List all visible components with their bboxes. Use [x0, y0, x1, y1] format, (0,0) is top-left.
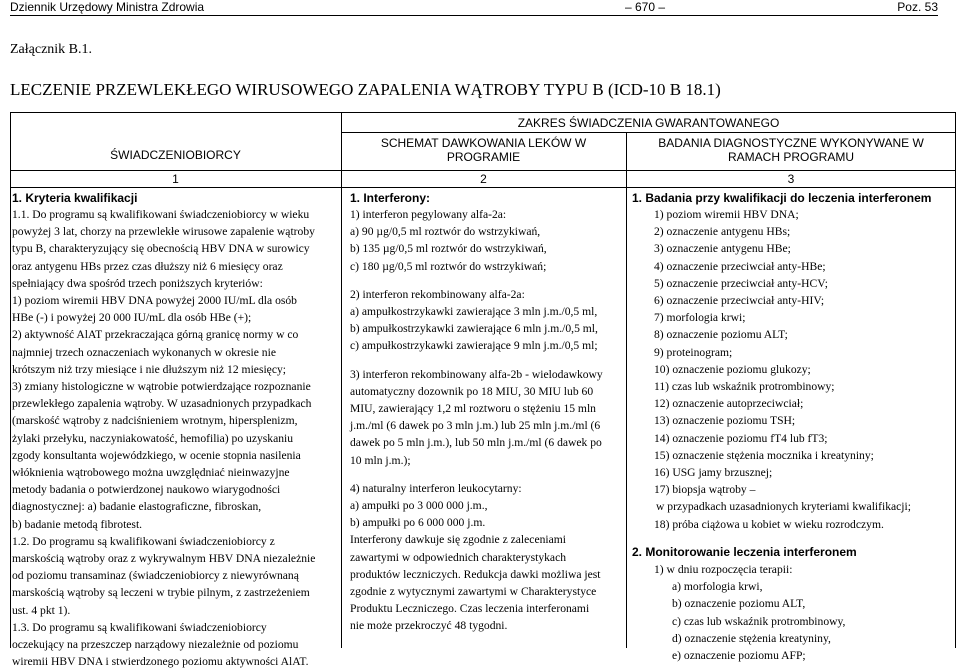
text-line: włóknienia wątrobowego można uwzględniać nieinwazyjne	[12, 466, 290, 480]
text-line: a) ampułkostrzykawki zawierające 3 mln j.m./0,5 ml,	[350, 305, 598, 319]
text-line: Interferony dawkuje się zgodnie z zaleceniami	[350, 533, 566, 547]
text-line: 16) USG jamy brzusznej;	[654, 466, 773, 480]
text-line: dawek po 5 mln j.m.), lub 50 mln j.m./ml (6 dawek po	[350, 436, 602, 450]
qualification-criteria-heading: 1. Kryteria kwalifikacji	[12, 191, 138, 205]
diagnostics-header: BADANIA DIAGNOSTYCZNE WYKONYWANE W RAMACH PROGRAMU	[658, 136, 924, 164]
text-line: 13) oznaczenie poziomu TSH;	[654, 414, 796, 428]
text-line: MIU, zawierający 1,2 ml roztworu o stężeniu 15 mln	[350, 402, 596, 416]
text-line: zawartymi w odpowiednich charakterystykach	[350, 550, 567, 564]
text-line: j.m./ml (6 dawek po 3 mln j.m.) lub 25 mln j.m./ml (6	[350, 419, 601, 433]
table-border-right	[955, 112, 956, 648]
text-line: metody badania o potwierdzonej naukowo wiarygodności	[12, 483, 281, 497]
annex-label: Załącznik B.1.	[10, 42, 93, 57]
text-line: 1.3. Do programu są kwalifikowani świadczeniobiorcy	[12, 620, 267, 634]
text-line: ust. 4 pkt 1).	[12, 603, 71, 617]
text-line: marskością wątroby oraz z wykrywalnym HBV DNA niezależnie	[12, 552, 316, 566]
text-line: 4) oznaczenie przeciwciał anty-HBe;	[654, 259, 826, 273]
text-line: oraz antygenu HBs przez czas dłuższy niż 6 miesięcy oraz	[12, 259, 283, 273]
text-line: Produktu Leczniczego. Czas leczenia interferonami	[350, 602, 590, 616]
text-line: b) badanie metodą fibrotest.	[12, 517, 143, 531]
text-line: typu B, charakteryzujący się obecnością HBV DNA w surowicy	[12, 242, 310, 256]
text-line: marskością wątroby są leczeni w trybie pilnym, z zastrzeżeniem	[12, 586, 310, 600]
text-line: b) ampułkostrzykawki zawierające 6 mln j.m./0,5 ml,	[350, 322, 598, 336]
text-line: 8) oznaczenie poziomu ALT;	[654, 328, 788, 342]
text-line: 3) zmiany histologiczne w wątrobie potwierdzające rozpoznanie	[12, 380, 311, 394]
interferons-heading: 1. Interferony:	[350, 191, 431, 205]
text-line: a) morfologia krwi,	[672, 580, 763, 594]
page-header	[10, 0, 938, 16]
text-line: 4) naturalny interferon leukocytarny:	[350, 481, 522, 495]
text-line: 2) interferon rekombinowany alfa-2a:	[350, 287, 525, 301]
text-line: a) 90 µg/0,5 ml roztwór do wstrzykiwań,	[350, 225, 541, 239]
text-line: od poziomu transaminaz (świadczeniobiorcy z niewyrównaną	[12, 569, 299, 583]
text-line: 1) poziom wiremii HBV DNA powyżej 2000 IU/mL dla osób	[12, 294, 297, 308]
position-number: Poz. 53	[897, 0, 938, 14]
text-line: b) ampułki po 6 000 000 j.m.	[350, 516, 486, 530]
table-border-left	[10, 112, 11, 648]
text-line: 10 mln j.m.);	[350, 453, 411, 467]
qualification-tests-heading: 1. Badania przy kwalifikacji do leczenia interferonem	[632, 191, 932, 205]
text-line: 6) oznaczenie przeciwciał anty-HIV;	[654, 294, 825, 308]
criteria-text	[12, 206, 315, 670]
text-line: c) czas lub wskaźnik protrombinowy,	[672, 614, 846, 628]
table-border-top	[10, 112, 956, 113]
column-number: 1	[172, 172, 179, 186]
scope-header: ZAKRES ŚWIADCZENIA GWARANTOWANEGO	[517, 116, 780, 130]
text-line: wiremii HBV DNA i stwierdzonego poziomu aktywności AlAT.	[12, 655, 309, 669]
dosing-header: SCHEMAT DAWKOWANIA LEKÓW W PROGRAMIE	[380, 136, 587, 164]
text-line: zgodnie z wytycznymi zawartymi w Charakterystyce	[350, 585, 597, 599]
text-line: 10) oznaczenie poziomu glukozy;	[654, 362, 811, 376]
table-rule	[341, 132, 956, 133]
text-line: 17) biopsja wątroby –	[654, 483, 756, 497]
monitoring-heading: 2. Monitorowanie leczenia interferonem	[632, 544, 857, 559]
beneficiaries-header: ŚWIADCZENIOBIORCY	[110, 148, 241, 162]
text-line: najmniej trzech oznaczeniach wykonanych w okresie nie	[12, 345, 276, 359]
dosing-text	[350, 206, 603, 635]
text-line: c) ampułkostrzykawki zawierające 9 mln j.m./0,5 ml;	[350, 339, 598, 353]
text-line: przewlekłego zapalenia wątroby. W uzasadnionych przypadkach	[12, 397, 312, 411]
text-line: 1) w dniu rozpoczęcia terapii:	[654, 563, 793, 577]
text-line: 18) próba ciążowa u kobiet w wieku rozrodczym.	[654, 517, 884, 531]
text-line: spełniający dwa spośród trzech poniższych kryteriów:	[12, 276, 263, 290]
text-line: żylaki przełyku, naczyniakowatość, hemofilia) po uzyskaniu	[12, 431, 294, 445]
column-number: 2	[480, 172, 487, 186]
text-line: e) oznaczenie poziomu AFP;	[672, 649, 806, 663]
text-line: 9) proteinogram;	[654, 345, 733, 359]
table-rule	[10, 187, 956, 188]
text-line: 1.1. Do programu są kwalifikowani świadczeniobiorcy w wieku	[12, 208, 310, 221]
text-line: nie może przekroczyć 48 tygodni.	[350, 619, 508, 633]
text-line: 1.2. Do programu są kwalifikowani świadczeniobiorcy z	[12, 534, 275, 548]
text-line: krótszym niż trzy miesiące i nie dłuższym niż 12 miesięcy;	[12, 362, 286, 376]
text-line: 3) interferon rekombinowany alfa-2b - wielodawkowy	[350, 367, 603, 381]
text-line: 1) interferon pegylowany alfa-2a:	[350, 208, 507, 221]
text-line: diagnostycznej: a) badanie elastograficzne, fibroskan,	[12, 500, 262, 514]
text-line: 11) czas lub wskaźnik protrombinowy;	[654, 380, 835, 394]
text-line: zgody konsultanta wojewódzkiego, w ocenie stopnia nasilenia	[12, 448, 301, 462]
text-line: 7) morfologia krwi;	[654, 311, 746, 325]
text-line: HBe (-) i powyżej 20 000 IU/mL dla osób HBe (+);	[12, 311, 252, 325]
text-line: (marskość wątroby z nadciśnieniem wrotnym, hipersplenizm,	[12, 414, 298, 428]
text-line: 15) oznaczenie stężenia mocznika i kreatyniny;	[654, 448, 874, 462]
text-line: 14) oznaczenie poziomu fT4 lub fT3;	[654, 431, 828, 445]
column-number: 3	[787, 172, 795, 186]
text-line: 2) oznaczenie antygenu HBs;	[654, 225, 791, 239]
text-line: oczekujący na przeszczep narządowy niezależnie od poziomu	[12, 638, 299, 652]
text-line: 3) oznaczenie antygenu HBe;	[654, 242, 791, 256]
journal-name: Dziennik Urzędowy Ministra Zdrowia	[10, 0, 205, 14]
text-line: 12) oznaczenie autoprzeciwciał;	[654, 397, 804, 411]
text-line: 1) poziom wiremii HBV DNA;	[654, 208, 799, 221]
column-divider	[626, 132, 627, 648]
page-number: – 670 –	[625, 0, 666, 14]
program-table	[10, 112, 956, 669]
text-line: automatyczny dozownik po 18 MIU, 30 MIU lub 60	[350, 384, 594, 398]
text-line: 2) aktywność AlAT przekraczająca górną granicę normy w co	[12, 328, 299, 342]
column-divider	[341, 112, 342, 648]
text-line: d) oznaczenie stężenia kreatyniny,	[672, 631, 831, 645]
text-line: w przypadkach uzasadnionych kryteriami kwalifikacji;	[656, 500, 911, 514]
text-line: powyżej 3 lat, chorzy na przewlekłe wirusowe zapalenie wątroby	[12, 225, 315, 239]
diagnostics-text	[632, 206, 911, 664]
text-line: a) ampułki po 3 000 000 j.m.,	[350, 499, 488, 513]
table-rule	[10, 170, 956, 171]
text-line: 5) oznaczenie przeciwciał anty-HCV;	[654, 276, 828, 290]
text-line: produktów leczniczych. Redukcja dawki możliwa jest	[350, 567, 601, 581]
text-line: c) 180 µg/0,5 ml roztwór do wstrzykiwań;	[350, 259, 547, 273]
text-line: b) 135 µg/0,5 ml roztwór do wstrzykiwań,	[350, 242, 547, 256]
text-line: b) oznaczenie poziomu ALT,	[672, 597, 806, 611]
document-title: LECZENIE PRZEWLEKŁEGO WIRUSOWEGO ZAPALENIA WĄTROBY TYPU B (ICD-10 B 18.1)	[10, 80, 721, 99]
